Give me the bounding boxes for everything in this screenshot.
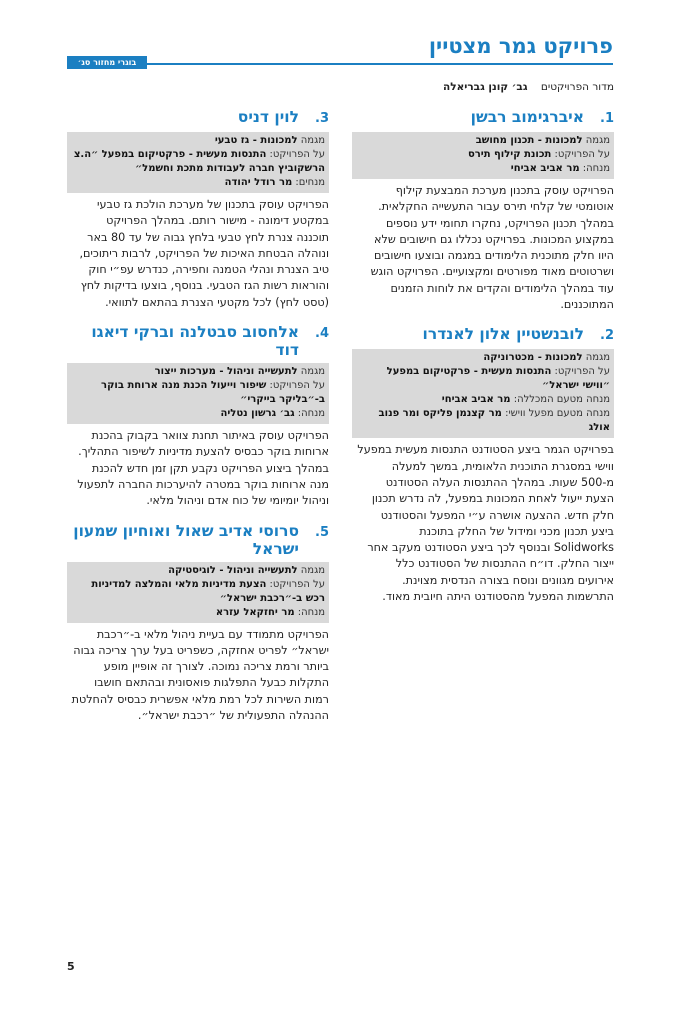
project-description: הפרויקט עוסק באיתור תחנת צוואר בקבוק בהכנת ארוחות בוקר כבסיס להצעת מדיניות לשיפור התהליך. במהלך ביצוע הפרויקט נקבע תקן זמן חדש להכנת מנה ארוחות בוקר במטרה להיערכות החברה לתפעול וניהול יומיומי של כוח אדם וניהול מלאי. <box>77 429 329 508</box>
manager-name: גב׳ קונן גבריאלה <box>443 81 528 93</box>
info-row: מנחה: מר אביב אביחי <box>510 163 610 174</box>
graduates-tag: בוגרי מחזור סג׳ <box>67 56 147 69</box>
header-rule <box>67 63 613 65</box>
manager-label: מדור הפרויקטים <box>540 81 614 93</box>
right-column <box>352 108 614 617</box>
info-row: על הפרויקט: התנסות מעשית - פרקטיקום במפעל ״ה.צ הרשקוביץ חברה לעבודות מתכת וחשמל״ <box>73 149 325 174</box>
project-info-box <box>67 363 329 424</box>
project-info-box <box>67 562 329 623</box>
project-number: .5 <box>315 524 329 540</box>
page-title: פרויקט גמר מצטיין <box>428 34 613 58</box>
info-row: מגמה למכונות - מכטרוניקה <box>483 352 610 364</box>
info-row: מנחה מטעם מפעל ווישי: מר קצנמן פליקס ומר פנוב אולג <box>378 408 610 434</box>
project-title <box>352 108 614 128</box>
project-info-box <box>352 132 614 179</box>
project-number: .1 <box>600 111 614 126</box>
project-title <box>67 522 329 558</box>
project-number: .4 <box>315 326 329 342</box>
info-row: מגמה לתעשייה וניהול - לוגיסטיקה <box>168 564 325 576</box>
project-name: לובנשטיין אלון לאנדרו <box>422 325 584 344</box>
info-row: מנחים: מר רודל יהודה <box>224 177 325 188</box>
project-description: הפרויקט מתמודד עם בעיית ניהול מלאי ב-״רכבת ישראל״ לפריט אחזקה, כשפריט בעל ערך צריכה גבוה ביותר ורמת צריכה נמוכה. לצורך זה אופיין מופע התקלות כבעל התפלגות פואסונית ובהתאם חושבו רמות השירות לכל רמת מלאי אפשרית כבסיס להחלטת ההנהלה התפעולית של ״רכבת ישראל״. <box>71 627 329 723</box>
project-title <box>352 325 614 345</box>
info-row: מגמה למכונות - גז טבעי <box>214 135 325 146</box>
info-row: על הפרויקט: תכונת קילוף תירס <box>467 149 610 160</box>
project-description: בפרויקט הגמר ביצע הסטודנט התנסות מעשית במפעל ווישי במסגרת התוכנית הלאומית, במשך למעלה מ-500 שעות. במהלך ההתנסות העלה הסטודנט הצעת ייעול לאחת המכונות במפעל, לה נדרש תכנון חלק חדש. ההצעה אושרה ע״י המפעל והסטודנט ביצע תכנון מכני ומידול של החלק בתוכנת Solidworks ובנוסף לכך ביצע הסטודנט מעקב אחר ייצור החלק. דו״ח ההתנסות של הסטודנט כלל אירועים מגוונים ונוסח בצורה הנדסית מצוינת. התרשמות המפעל מהסטודנט היתה חיובית מאוד. <box>357 443 614 604</box>
info-row: על הפרויקט: הצעת מדיניות מלאי והמלצה למדיניות רכש ב-״רכבת ישראל״ <box>91 578 325 604</box>
info-row: מגמה למכונות - תכנון מחושב <box>475 135 610 146</box>
project-number: .2 <box>600 328 614 344</box>
info-row: מגמה לתעשייה וניהול - מערכות ייצור <box>154 366 325 378</box>
info-row: מנחה: מר יחזקאל עזרא <box>215 606 325 618</box>
project-name: איברגימוב רבשן <box>470 108 584 126</box>
info-row: על הפרויקט: התנסות מעשית - פרקטיקום במפעל ״ווישי ישראל״ <box>386 366 610 392</box>
info-row: מנחה מטעם המכללה: מר אביב אביחי <box>441 394 610 406</box>
info-row: על הפרויקט: שיפור וייעול הכנת מנה ארוחת בוקר ב-״בליקר בייקרי״ <box>101 380 325 406</box>
project-info-box <box>352 349 614 438</box>
project-title <box>67 323 329 359</box>
project-description: הפרויקט עוסק בתכנון מערכת המבצעת קילוף אוטומטי של קלחי תירס עבור התעשייה החקלאית. במהלך תכנון הפרויקט, נחקרו תחומי ידע נוספים במקצוע המכונות. בפרויקט נכללו גם חישובים שלא היוו חלק מתוכנית הלימודים במגמה ובוצעו חישובים ושרטוטים מאוד מפורטים ומקצועיים. הפרויקט הוגש עוד במהלך הלימודים והקדים את לוחות הזמנים המתוכננים. <box>370 184 614 312</box>
project-name: אלחסוב סבטלנה וברקי דיאגו דוד <box>91 323 299 360</box>
project-name: לוין דניס <box>237 108 299 126</box>
project-info-box <box>67 132 329 193</box>
project-name: סרוסי אדיב שאול ואוחיון שמעון ישראל <box>73 521 299 558</box>
project-5 <box>67 522 329 725</box>
project-description: הפרויקט עוסק בתכנון של מערכת הולכת גז טבעי במקטע דימונה - מישור רותם. במהלך הפרויקט תוכננה צנרת לחץ טבעי בלחץ גבוה של עד 80 באר ונוהלה הבטחת האיכות של הפרויקט, לרבות ריתוכים, טיב הצנרת ונהלי הטמנה וחפירה, כנדרש עפ״י חוק והוראות רשות הגז הטבעי. בנוסף, בוצעו בדיקות לחץ (טסט לחץ) לכל מקטעי הצנרת בהתאם לתוואי. <box>79 198 329 309</box>
projects-manager-line <box>314 81 614 93</box>
project-4 <box>67 323 329 509</box>
left-column <box>67 108 329 736</box>
project-2 <box>352 325 614 605</box>
project-number: .3 <box>315 111 329 126</box>
project-3 <box>67 108 329 311</box>
project-title <box>67 108 329 128</box>
project-1 <box>352 108 614 313</box>
page-number: 5 <box>67 960 75 973</box>
info-row: מנחה: גב׳ גרשון נטליה <box>220 408 325 420</box>
